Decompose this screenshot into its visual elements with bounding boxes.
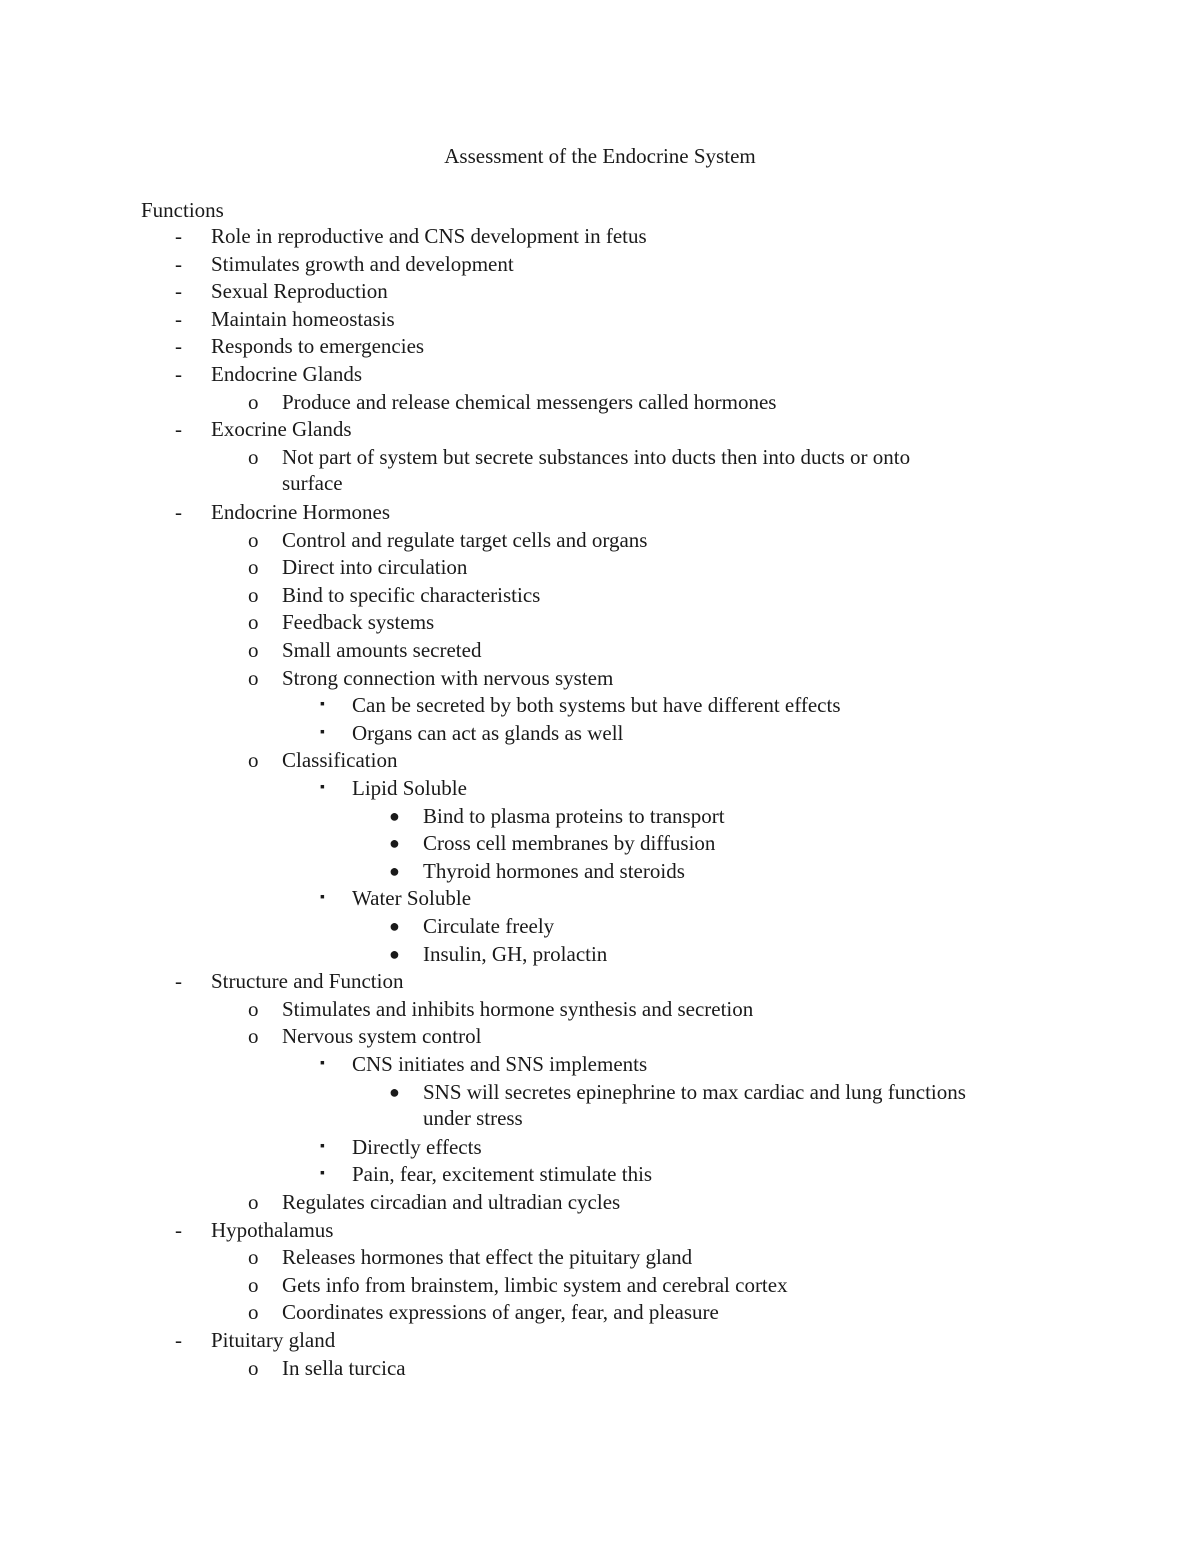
- outline-item-text: Bind to specific characteristics: [282, 583, 541, 607]
- list-marker: o: [248, 1245, 259, 1269]
- outline-item-level-3: [320, 1134, 482, 1160]
- outline-item-level-2: [248, 527, 648, 553]
- outline-item-continuation: surface: [282, 471, 343, 495]
- outline-item-text: Feedback systems: [282, 610, 435, 634]
- list-marker: o: [248, 1273, 259, 1297]
- list-marker: ▪: [320, 1139, 325, 1154]
- outline-item-level-3: [320, 1051, 648, 1077]
- list-marker: ●: [389, 1082, 400, 1102]
- outline-item-level-1: [175, 251, 514, 277]
- list-marker: ▪: [320, 725, 325, 740]
- outline-item-text: Sexual Reproduction: [211, 279, 388, 303]
- outline-item-level-2: [248, 1299, 719, 1325]
- outline-item-text: Maintain homeostasis: [211, 307, 395, 331]
- outline-item-level-1: [175, 278, 388, 304]
- outline-item-level-1: [175, 1327, 336, 1353]
- outline-item-text: Endocrine Glands: [211, 362, 363, 386]
- outline-item-level-2: [248, 1189, 621, 1215]
- list-marker: o: [248, 390, 259, 414]
- outline-item-text: Insulin, GH, prolactin: [423, 942, 608, 966]
- outline-item-level-2: [248, 444, 911, 496]
- list-marker: -: [175, 500, 182, 524]
- outline-item-level-4: [389, 858, 685, 884]
- outline-item-text: Can be secreted by both systems but have different effects: [352, 693, 841, 717]
- outline-item-text: Produce and release chemical messengers called hormones: [282, 390, 777, 414]
- outline-item-level-2: [248, 747, 398, 773]
- list-marker: ●: [389, 833, 400, 853]
- outline-item-text: Stimulates growth and development: [211, 252, 514, 276]
- outline-item-text: Releases hormones that effect the pituitary gland: [282, 1245, 693, 1269]
- outline-item-text: Coordinates expressions of anger, fear, and pleasure: [282, 1300, 719, 1324]
- outline-item-level-1: [175, 333, 425, 359]
- list-marker: ●: [389, 806, 400, 826]
- outline-item-text: Exocrine Glands: [211, 417, 352, 441]
- list-marker: o: [248, 555, 259, 579]
- outline-item-level-1: [175, 416, 352, 442]
- list-marker: ●: [389, 861, 400, 881]
- outline-item-level-2: [248, 996, 754, 1022]
- outline-item-text: Role in reproductive and CNS development in fetus: [211, 224, 647, 248]
- outline-item-level-1: [175, 223, 647, 249]
- outline-item-text: Hypothalamus: [211, 1218, 334, 1242]
- list-marker: -: [175, 1328, 182, 1352]
- outline-item-text: Pain, fear, excitement stimulate this: [352, 1162, 653, 1186]
- list-marker: -: [175, 279, 182, 303]
- outline-item-text: Cross cell membranes by diffusion: [423, 831, 716, 855]
- outline-item-text: Nervous system control: [282, 1024, 482, 1048]
- outline-item-text: Regulates circadian and ultradian cycles: [282, 1190, 621, 1214]
- outline-item-text: Responds to emergencies: [211, 334, 425, 358]
- outline-item-text: Structure and Function: [211, 969, 404, 993]
- list-marker: o: [248, 666, 259, 690]
- outline-item-level-1: [175, 1217, 334, 1243]
- list-marker: ●: [389, 944, 400, 964]
- outline-item-text: Stimulates and inhibits hormone synthesis and secretion: [282, 997, 754, 1021]
- list-marker: o: [248, 1356, 259, 1380]
- outline-item-level-3: [320, 720, 624, 746]
- list-marker: o: [248, 1190, 259, 1214]
- section-heading: Functions: [141, 198, 224, 222]
- outline-item-level-2: [248, 582, 541, 608]
- list-marker: o: [248, 748, 259, 772]
- outline-item-text: Small amounts secreted: [282, 638, 482, 662]
- list-marker: -: [175, 417, 182, 441]
- outline-item-level-3: [320, 885, 472, 911]
- list-marker: o: [248, 445, 259, 469]
- list-marker: -: [175, 224, 182, 248]
- outline-item-text: Gets info from brainstem, limbic system and cerebral cortex: [282, 1273, 788, 1297]
- list-marker: -: [175, 969, 182, 993]
- outline-item-text: Pituitary gland: [211, 1328, 336, 1352]
- list-marker: ▪: [320, 1166, 325, 1181]
- list-marker: o: [248, 1300, 259, 1324]
- outline-item-level-3: [320, 692, 841, 718]
- outline-item-level-4: [389, 941, 608, 967]
- outline-item-text: Thyroid hormones and steroids: [423, 859, 685, 883]
- outline-item-level-2: [248, 554, 468, 580]
- outline-item-text: Classification: [282, 748, 398, 772]
- outline-item-level-4: [389, 913, 555, 939]
- outline-item-level-1: [175, 306, 395, 332]
- outline-item-text: Directly effects: [352, 1135, 482, 1159]
- outline-item-level-2: [248, 1272, 788, 1298]
- list-marker: -: [175, 252, 182, 276]
- outline-item-level-2: [248, 609, 435, 635]
- outline-item-text: CNS initiates and SNS implements: [352, 1052, 648, 1076]
- outline-item-text: Control and regulate target cells and organs: [282, 528, 648, 552]
- page-title: Assessment of the Endocrine System: [444, 144, 756, 168]
- outline-item-level-3: [320, 775, 467, 801]
- outline-item-level-4: [389, 803, 725, 829]
- outline-item-text: Direct into circulation: [282, 555, 468, 579]
- list-marker: o: [248, 997, 259, 1021]
- outline-item-text: Endocrine Hormones: [211, 500, 391, 524]
- outline-item-text: SNS will secretes epinephrine to max cardiac and lung functions: [423, 1080, 966, 1104]
- outline-item-continuation: under stress: [423, 1106, 523, 1130]
- outline-item-text: Bind to plasma proteins to transport: [423, 804, 725, 828]
- list-marker: ●: [389, 916, 400, 936]
- outline-item-text: Circulate freely: [423, 914, 555, 938]
- outline-item-level-4: [389, 1079, 966, 1131]
- list-marker: -: [175, 334, 182, 358]
- outline-item-text: Strong connection with nervous system: [282, 666, 614, 690]
- list-marker: o: [248, 638, 259, 662]
- list-marker: o: [248, 583, 259, 607]
- list-marker: o: [248, 610, 259, 634]
- outline-item-level-2: [248, 665, 614, 691]
- list-marker: ▪: [320, 697, 325, 712]
- outline-item-level-2: [248, 637, 482, 663]
- outline-item-level-2: [248, 1244, 693, 1270]
- list-marker: -: [175, 307, 182, 331]
- outline-item-text: In sella turcica: [282, 1356, 406, 1380]
- list-marker: ▪: [320, 1056, 325, 1071]
- outline-item-text: Not part of system but secrete substances into ducts then into ducts or onto: [282, 445, 911, 469]
- outline-item-level-2: [248, 1023, 482, 1049]
- list-marker: o: [248, 528, 259, 552]
- list-marker: -: [175, 362, 182, 386]
- outline-item-level-2: [248, 1355, 406, 1381]
- outline-item-level-2: [248, 389, 777, 415]
- outline-item-text: Lipid Soluble: [352, 776, 467, 800]
- outline-item-level-1: [175, 361, 363, 387]
- list-marker: ▪: [320, 890, 325, 905]
- list-marker: -: [175, 1218, 182, 1242]
- list-marker: ▪: [320, 780, 325, 795]
- outline-item-level-3: [320, 1161, 653, 1187]
- outline-item-level-1: [175, 968, 404, 994]
- outline-item-level-1: [175, 499, 391, 525]
- list-marker: o: [248, 1024, 259, 1048]
- outline-item-text: Organs can act as glands as well: [352, 721, 624, 745]
- outline-item-level-4: [389, 830, 716, 856]
- outline-item-text: Water Soluble: [352, 886, 472, 910]
